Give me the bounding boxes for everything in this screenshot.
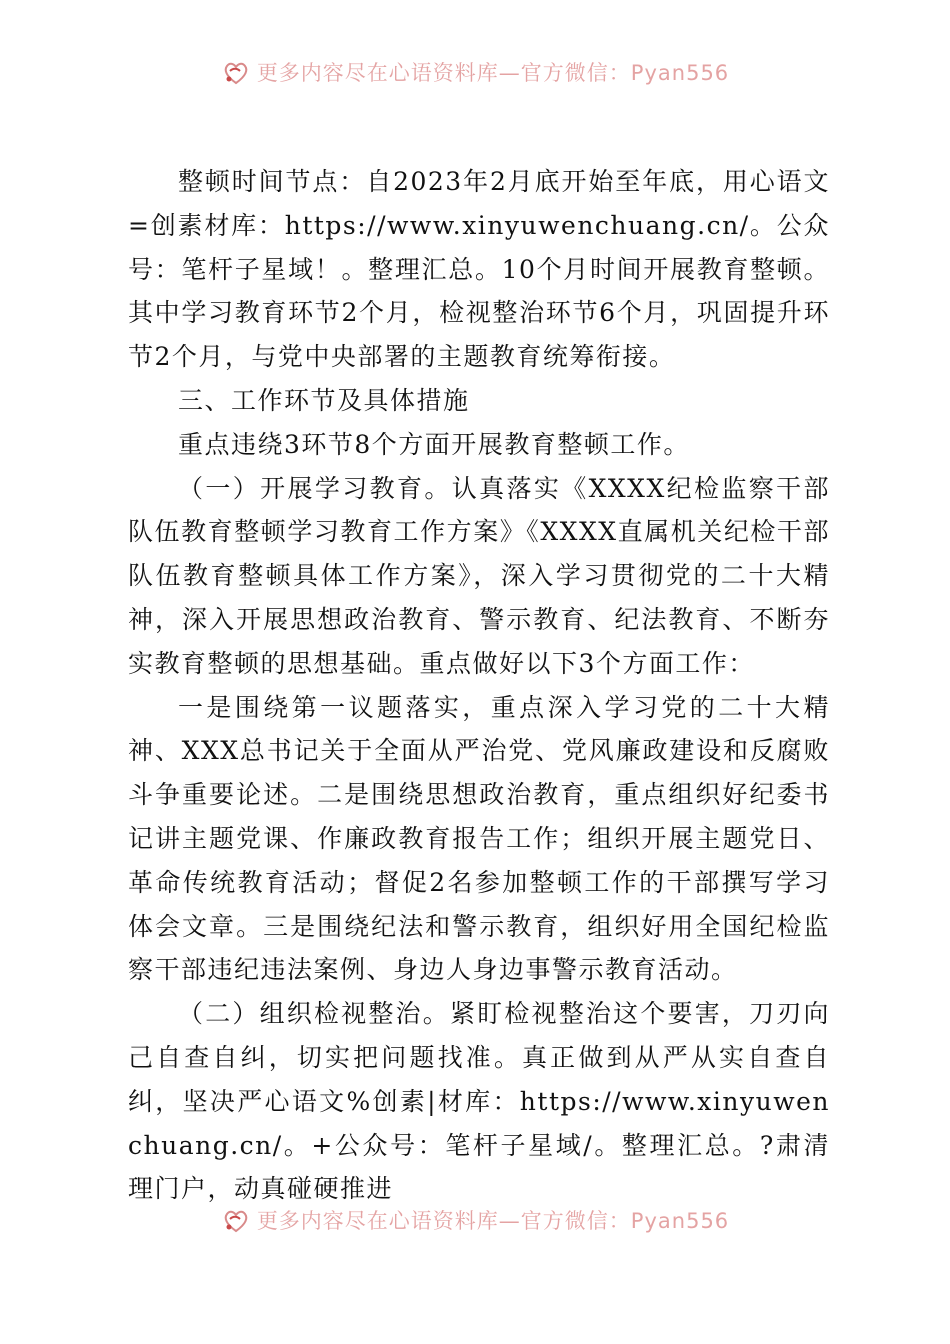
section-heading: 三、工作环节及具体措施: [178, 385, 470, 415]
heart-leaf-logo-icon: [221, 57, 251, 87]
paragraph: （一）开展学习教育。认真落实《XXXX纪检监察干部队伍教育整顿学习教育工作方案》《XXXX直属机关纪检干部队伍教育整顿具体工作方案》，深入学习贯彻党的二十大精神，深入开展思想政治教育、警示教育、纪法教育、不断夯实教育整顿的思想基础。重点做好以下3个方面工作：: [128, 473, 830, 678]
heart-leaf-logo-icon: [221, 1205, 251, 1235]
paragraph: （二）组织检视整治。紧盯检视整治这个要害，刀刃向己自查自纠，切实把问题找准。真正做到从严从实自查自纠，坚决严心语文%创素|材库：https://www.xinyuwenchuang.cn/。+公众号：笔杆子星域/。整理汇总。?肃清理门户，动真碰硬推进: [128, 999, 830, 1204]
header-banner: [0, 52, 950, 92]
paragraph: 重点违绕3环节8个方面开展教育整顿工作。: [178, 429, 690, 459]
paragraph: 一是围绕第一议题落实，重点深入学习党的二十大精神、XXX总书记关于全面从严治党、党风廉政建设和反腐败斗争重要论述。二是围绕思想政治教育，重点组织好纪委书记讲主题党课、作廉政教育报告工作；组织开展主题党日、革命传统教育活动；督促2名参加整顿工作的干部撰写学习体会文章。三是围绕纪法和警示教育，组织好用全国纪检监察干部违纪违法案例、身边人身边事警示教育活动。: [128, 692, 830, 985]
paragraph: 整顿时间节点：自2023年2月底开始至年底，用心语文=创素材库：https://www.xinyuwenchuang.cn/。公众号：笔杆子星域！。整理汇总。10个月时间开展教育整顿。其中学习教育环节2个月，检视整治环节6个月，巩固提升环节2个月，与党中央部署的主题教育统筹衔接。: [128, 167, 830, 372]
footer-banner: [0, 1200, 950, 1240]
footer-banner-text: 更多内容尽在心语资料库—官方微信：Pyan556: [256, 1209, 730, 1233]
document-body: [128, 160, 830, 1211]
header-banner-text: 更多内容尽在心语资料库—官方微信：Pyan556: [256, 61, 730, 85]
